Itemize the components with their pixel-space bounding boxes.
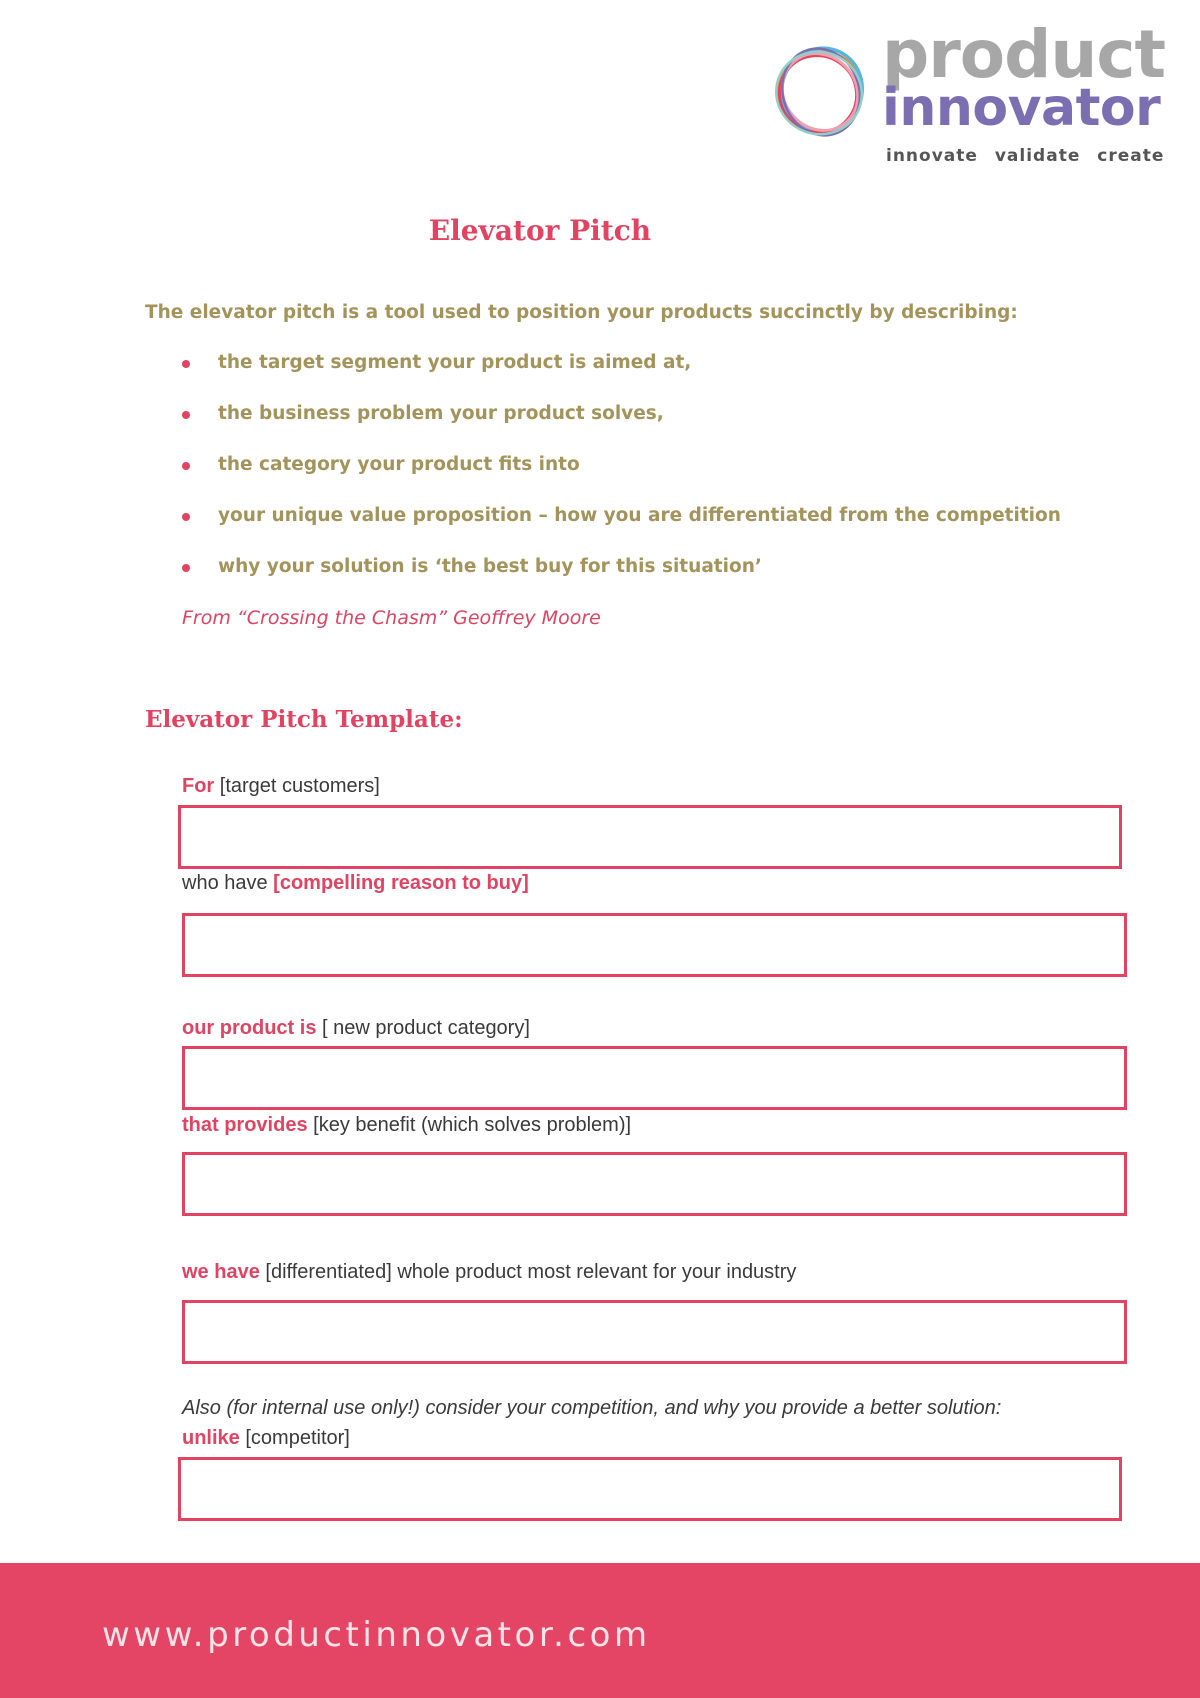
- bullet-icon: [182, 462, 190, 470]
- logo-word-product: product: [882, 16, 1166, 93]
- key-benefit-label: that provides [key benefit (which solves problem)]: [182, 1114, 632, 1136]
- key-benefit-field[interactable]: [182, 1152, 1127, 1216]
- bullet-icon: [182, 564, 190, 572]
- source-citation: From “Crossing the Chasm” Geoffrey Moore: [182, 607, 601, 629]
- bullet-text: the category your product fits into: [218, 454, 580, 475]
- bullet-text: the target segment your product is aimed at,: [218, 352, 692, 373]
- differentiation-label: we have [differentiated] whole product most relevant for your industry: [182, 1261, 797, 1283]
- product-category-label: our product is [ new product category]: [182, 1017, 530, 1039]
- target-customers-field[interactable]: [178, 805, 1122, 869]
- page-title: Elevator Pitch: [428, 214, 652, 247]
- competitor-label: unlike [competitor]: [182, 1427, 350, 1449]
- logo-tagline: innovate validate create: [886, 146, 1165, 166]
- template-heading: Elevator Pitch Template:: [145, 706, 463, 733]
- bullet-icon: [182, 411, 190, 419]
- intro-text: The elevator pitch is a tool used to position your products succinctly by describing:: [145, 302, 1018, 323]
- competitor-field[interactable]: [178, 1457, 1122, 1521]
- product-category-field[interactable]: [182, 1046, 1127, 1110]
- footer-banner: [0, 1563, 1200, 1698]
- logo-rings-icon: [770, 42, 870, 142]
- target-customers-label: For [target customers]: [182, 775, 380, 797]
- footer-url[interactable]: www.productinnovator.com: [102, 1615, 651, 1655]
- bullet-text: the business problem your product solves,: [218, 403, 664, 424]
- bullet-text: why your solution is ‘the best buy for this situation’: [218, 556, 762, 577]
- bullet-list: [180, 352, 1061, 607]
- list-item: [180, 505, 1061, 556]
- brand-logo: [770, 16, 1170, 174]
- bullet-icon: [182, 360, 190, 368]
- internal-note: Also (for internal use only!) consider your competition, and why you provide a better solution:: [182, 1397, 1002, 1419]
- list-item: [180, 454, 1061, 505]
- differentiation-field[interactable]: [182, 1300, 1127, 1364]
- bullet-text: your unique value proposition – how you are differentiated from the competition: [218, 505, 1061, 526]
- list-item: [180, 403, 1061, 454]
- compelling-reason-field[interactable]: [182, 913, 1127, 977]
- list-item: [180, 556, 1061, 607]
- logo-word-innovator: innovator: [882, 78, 1161, 138]
- compelling-reason-label: who have [compelling reason to buy]: [182, 872, 529, 894]
- bullet-icon: [182, 513, 190, 521]
- list-item: [180, 352, 1061, 403]
